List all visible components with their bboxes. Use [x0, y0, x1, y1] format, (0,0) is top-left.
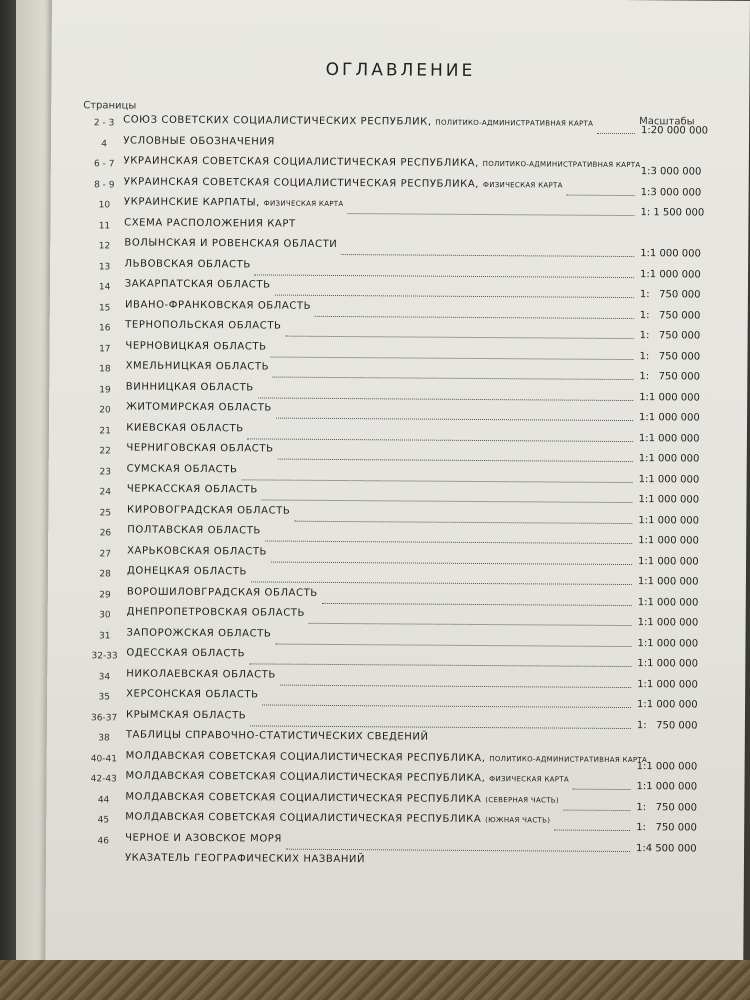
toc-leader-dots	[341, 253, 634, 257]
toc-scale-value: 1:1 000 000	[638, 535, 699, 547]
toc-scale-value: 1: 1 500 000	[640, 207, 705, 219]
toc-entry-title	[124, 197, 344, 210]
toc-scale-value: 1: 750 000	[639, 330, 701, 342]
toc-page-number: 44	[97, 794, 110, 805]
toc-page-number: 36-37	[91, 712, 118, 723]
toc-scale-value: 1:4 500 000	[636, 842, 697, 855]
toc-entry-title	[126, 668, 276, 680]
toc-entry-title	[126, 422, 244, 434]
toc-entry-title-text: ДНЕПРОПЕТРОВСКАЯ ОБЛАСТЬ	[126, 606, 306, 619]
toc-scale-value: 1:1 000 000	[637, 576, 699, 588]
toc-page-number: 32-33	[91, 651, 118, 662]
toc-entry-title	[124, 238, 337, 250]
toc-entry-title-text: КИРОВОГРАДСКАЯ ОБЛАСТЬ	[127, 504, 291, 517]
toc-page-number: 23	[99, 466, 111, 477]
toc-page-number: 42-43	[90, 774, 117, 785]
toc-scale-value: 1:1 000 000	[640, 248, 701, 260]
toc-page-number: 46	[97, 835, 110, 846]
toc-entry-title-text: ОДЕССКАЯ ОБЛАСТЬ	[126, 647, 246, 660]
toc-leader-dots	[258, 396, 633, 401]
toc-entry-note: ФИЗИЧЕСКАЯ КАРТА	[482, 180, 563, 190]
toc-scale-value: 1:20 000 000	[641, 125, 709, 137]
toc-page-number: 11	[98, 220, 111, 231]
toc-leader-dots	[265, 540, 632, 545]
toc-scale-value: 1:1 000 000	[637, 678, 698, 691]
toc-entry-title	[126, 402, 272, 414]
toc-scale-value: 1: 750 000	[636, 719, 698, 732]
toc-page-number: 13	[98, 261, 111, 272]
toc-entry-title	[127, 586, 318, 598]
toc-entry-title	[123, 135, 275, 147]
toc-page-number: 40-41	[90, 753, 117, 764]
toc-entry-title-text: ЛЬВОВСКАЯ ОБЛАСТЬ	[124, 258, 251, 270]
toc-page-number: 34	[98, 671, 111, 682]
toc-leader-dots	[278, 458, 633, 462]
toc-entry-title	[127, 566, 247, 578]
toc-page-number: 31	[98, 630, 111, 641]
toc-page-number: 6 - 7	[93, 159, 115, 170]
toc-scale-value: 1:1 000 000	[637, 699, 698, 711]
toc-scale-value: 1:1 000 000	[636, 781, 698, 793]
toc-entry-title	[127, 463, 238, 475]
toc-entry-title	[123, 156, 640, 171]
toc-entry-title	[127, 607, 305, 619]
toc-leader-dots	[270, 355, 633, 360]
toc-page-number: 8 - 9	[94, 179, 115, 190]
toc-leader-dots	[322, 601, 632, 605]
toc-page-number: 18	[99, 364, 111, 375]
toc-leader-dots	[250, 724, 631, 729]
toc-entry-title	[125, 258, 251, 270]
toc-page-number: 29	[99, 589, 111, 600]
toc-scale-value: 1:1 000 000	[638, 555, 699, 568]
toc-scale-value: 1:1 000 000	[638, 473, 700, 486]
toc-page-number: 22	[99, 446, 111, 457]
toc-entry-title-text: МОЛДАВСКАЯ СОВЕТСКАЯ СОЦИАЛИСТИЧЕСКАЯ РЕСПУБЛИКА,	[125, 750, 486, 764]
toc-scale-value: 1:1 000 000	[637, 596, 699, 609]
toc-scale-value: 1: 750 000	[639, 350, 701, 363]
toc-leader-dots	[286, 335, 634, 339]
toc-scale-value: 1: 750 000	[636, 801, 698, 814]
toc-entry-title-text: ЖИТОМИРСКАЯ ОБЛАСТЬ	[125, 401, 272, 414]
toc-entry-title-text: УКАЗАТЕЛЬ ГЕОГРАФИЧЕСКИХ НАЗВАНИЙ	[124, 852, 366, 866]
toc-page-number: 35	[98, 692, 111, 703]
toc-entry-title	[125, 812, 550, 826]
toc-page-number: 26	[99, 528, 112, 539]
toc-entry-title	[126, 689, 259, 701]
toc-page-number: 19	[99, 384, 111, 395]
toc-entry-title	[127, 484, 258, 496]
toc-leader-dots	[567, 193, 635, 195]
toc-leader-dots	[275, 642, 631, 646]
toc-leader-dots	[249, 662, 631, 667]
toc-entry-title-text: ВОЛЫНСКАЯ И РОВЕНСКАЯ ОБЛАСТИ	[124, 237, 338, 250]
toc-page-number: 25	[99, 507, 112, 518]
toc-leader-dots	[280, 683, 631, 687]
toc-leader-dots	[261, 498, 632, 503]
toc-leader-dots	[294, 519, 632, 523]
toc-entry-title-text: ЧЕРНОЕ И АЗОВСКОЕ МОРЯ	[125, 832, 283, 845]
toc-entry-title-text: СУМСКАЯ ОБЛАСТЬ	[126, 463, 238, 475]
toc-scale-value: 1:1 000 000	[638, 494, 700, 506]
toc-leader-dots	[271, 560, 632, 565]
toc-entry-title	[125, 791, 559, 805]
toc-leader-dots	[276, 417, 633, 421]
toc-entry-title-text: ПОЛТАВСКАЯ ОБЛАСТЬ	[127, 524, 261, 537]
toc-leader-dots	[597, 132, 635, 134]
toc-entry-title	[125, 320, 281, 332]
toc-leader-dots	[247, 437, 633, 442]
toc-scale-value: 1:1 000 000	[638, 514, 700, 527]
toc-page-number: 17	[99, 343, 111, 354]
toc-scale-value: 1:1 000 000	[637, 617, 699, 629]
toc-entry-title-text: КИЕВСКАЯ ОБЛАСТЬ	[126, 422, 244, 434]
toc-entry-title	[125, 299, 311, 311]
toc-entry-title	[123, 114, 593, 128]
toc-entry-title-text: СОЮЗ СОВЕТСКИХ СОЦИАЛИСТИЧЕСКИХ РЕСПУБЛИК,	[123, 114, 432, 128]
toc-entry-title-text: ВИННИЦКАЯ ОБЛАСТЬ	[125, 381, 254, 393]
toc-entry-title	[126, 648, 245, 660]
toc-entry-title-text: МОЛДАВСКАЯ СОВЕТСКАЯ СОЦИАЛИСТИЧЕСКАЯ РЕСПУБЛИКА,	[125, 770, 486, 785]
document-page	[45, 0, 750, 976]
toc-page-number: 14	[98, 282, 111, 293]
toc-leader-dots	[254, 273, 634, 278]
toc-entry-title-text: СХЕМА РАСПОЛОЖЕНИЯ КАРТ	[124, 217, 296, 230]
toc-row	[46, 852, 744, 877]
toc-scale-value: 1: 750 000	[639, 371, 701, 383]
toc-entry-title-text: УКРАИНСКИЕ КАРПАТЫ,	[123, 196, 260, 209]
toc-page-number: 16	[99, 323, 111, 334]
toc-entry-title-text: ЧЕРНИГОВСКАЯ ОБЛАСТЬ	[126, 442, 274, 455]
toc-page-number: 2 - 3	[93, 118, 115, 129]
toc-entry-title	[125, 832, 282, 844]
toc-entry-note: ФИЗИЧЕСКАЯ КАРТА	[263, 199, 344, 209]
toc-leader-dots	[554, 829, 630, 832]
toc-entry-title-text: ХАРЬКОВСКАЯ ОБЛАСТЬ	[127, 545, 268, 558]
toc-scale-value: 1:1 000 000	[639, 412, 700, 424]
toc-page-number: 38	[98, 733, 110, 744]
toc-scale-value: 1:1 000 000	[638, 453, 700, 465]
toc-entry-title	[127, 525, 261, 537]
toc-entry-title-text: ТЕРНОПОЛЬСКАЯ ОБЛАСТЬ	[125, 319, 282, 332]
toc-leader-dots	[315, 314, 634, 318]
toc-leader-dots	[262, 703, 631, 708]
toc-entry-title-text: ЗАКАРПАТСКАЯ ОБЛАСТЬ	[124, 278, 271, 291]
toc-entry-title	[126, 443, 273, 455]
toc-entry-title	[126, 381, 254, 393]
toc-leader-dots	[309, 622, 632, 626]
toc-entry-title-text: ЗАПОРОЖСКАЯ ОБЛАСТЬ	[126, 627, 272, 640]
toc-entry-title-text: МОЛДАВСКАЯ СОВЕТСКАЯ СОЦИАЛИСТИЧЕСКАЯ РЕСПУБЛИКА	[125, 811, 482, 826]
toc-page-number: 27	[99, 548, 112, 559]
toc-entry-title-text: ДОНЕЦКАЯ ОБЛАСТЬ	[126, 565, 248, 578]
toc-entry-note: ФИЗИЧЕСКАЯ КАРТА	[489, 775, 569, 784]
toc-page-number: 28	[99, 569, 111, 580]
pages-column-header: Страницы	[83, 100, 137, 112]
toc-entry-title-text: НИКОЛАЕВСКАЯ ОБЛАСТЬ	[126, 668, 276, 681]
toc-entry-title-text: ЧЕРКАССКАЯ ОБЛАСТЬ	[126, 483, 258, 496]
toc-entry-title-text: ИВАНО-ФРАНКОВСКАЯ ОБЛАСТЬ	[124, 299, 312, 312]
toc-leader-dots	[275, 294, 634, 299]
toc-scale-value: 1:1 000 000	[636, 760, 698, 773]
toc-page-number: 10	[98, 200, 111, 211]
toc-entry-title-text: ХЕРСОНСКАЯ ОБЛАСТЬ	[126, 688, 259, 701]
toc-entry-title	[127, 627, 272, 639]
toc-scale-value: 1: 750 000	[636, 822, 697, 834]
toc-entry-note: ПОЛИТИКО-АДМИНИСТРАТИВНАЯ КАРТА	[489, 754, 648, 764]
toc-entry-title-text: ХМЕЛЬНИЦКАЯ ОБЛАСТЬ	[125, 360, 270, 373]
toc-page-number: 24	[99, 487, 112, 498]
toc-entry-note: (ЮЖНАЯ ЧАСТЬ)	[485, 816, 551, 825]
toc-entry-note: (СЕВЕРНАЯ ЧАСТЬ)	[485, 795, 559, 805]
toc-entry-title-text: КРЫМСКАЯ ОБЛАСТЬ	[125, 709, 247, 721]
toc-page-number: 21	[99, 425, 111, 436]
toc-entry-title-text: ТАБЛИЦЫ СПРАВОЧНО-СТАТИСТИЧЕСКИХ СВЕДЕНИЙ	[125, 729, 429, 743]
toc-entry-title	[124, 217, 296, 229]
toc-entry-title	[126, 361, 270, 373]
toc-page-number: 20	[99, 405, 111, 416]
toc-entry-note: ПОЛИТИКО-АДМИНИСТРАТИВНАЯ КАРТА	[482, 160, 641, 170]
toc-entry-title-text: ЧЕРНОВИЦКАЯ ОБЛАСТЬ	[125, 340, 267, 353]
toc-entry-title	[126, 709, 246, 721]
floor-background	[0, 960, 750, 1000]
toc-entry-title-text: ВОРОШИЛОВГРАДСКАЯ ОБЛАСТЬ	[126, 586, 318, 599]
toc-leader-dots	[572, 788, 630, 790]
toc-entry-title	[125, 340, 266, 352]
toc-page-number: 30	[99, 610, 111, 621]
toc-entry-title-text: УКРАИНСКАЯ СОВЕТСКАЯ СОЦИАЛИСТИЧЕСКАЯ РЕСПУБЛИКА,	[123, 176, 480, 190]
toc-leader-dots	[563, 808, 630, 810]
toc-entry-title	[125, 279, 271, 291]
toc-entry-title	[126, 771, 569, 785]
toc-page-number: 45	[97, 815, 110, 826]
toc-leader-dots	[251, 580, 632, 585]
toc-scale-value: 1:1 000 000	[640, 268, 701, 281]
toc-scale-value: 1:1 000 000	[637, 637, 699, 650]
toc-scale-value: 1: 750 000	[639, 289, 701, 301]
toc-entry-title	[127, 545, 267, 557]
toc-leader-dots	[347, 212, 634, 216]
toc-scale-value: 1:1 000 000	[638, 432, 700, 445]
toc-entry-title	[124, 176, 563, 190]
toc-page-number: 4	[101, 138, 108, 149]
toc-entry-title	[126, 730, 429, 743]
toc-entry-title-text: УКРАИНСКАЯ СОВЕТСКАЯ СОЦИАЛИСТИЧЕСКАЯ РЕСПУБЛИКА,	[123, 155, 479, 169]
toc-leader-dots	[272, 376, 633, 381]
page-title: ОГЛАВЛЕНИЕ	[325, 59, 476, 81]
toc-leader-dots	[286, 847, 630, 851]
toc-scale-value: 1:1 000 000	[639, 391, 700, 404]
toc-leader-dots	[242, 478, 633, 483]
toc-page-number: 12	[98, 241, 111, 252]
toc-page-number: 15	[98, 302, 111, 313]
toc-scale-value: 1:1 000 000	[637, 658, 699, 670]
scale-column-header: Масштабы	[639, 116, 695, 128]
toc-entry-title	[127, 504, 290, 516]
toc-entry-note: ПОЛИТИКО-АДМИНИСТРАТИВНАЯ КАРТА	[435, 118, 594, 128]
toc-scale-value: 1:3 000 000	[640, 166, 702, 178]
toc-entry-title-text: УСЛОВНЫЕ ОБОЗНАЧЕНИЯ	[123, 135, 276, 148]
toc-scale-value: 1: 750 000	[639, 309, 701, 322]
toc-entry-title	[126, 750, 647, 765]
toc-entry-title-text: МОЛДАВСКАЯ СОВЕТСКАЯ СОЦИАЛИСТИЧЕСКАЯ РЕСПУБЛИКА	[125, 791, 482, 805]
toc-entry-title	[125, 853, 365, 866]
toc-scale-value: 1:3 000 000	[640, 186, 702, 199]
